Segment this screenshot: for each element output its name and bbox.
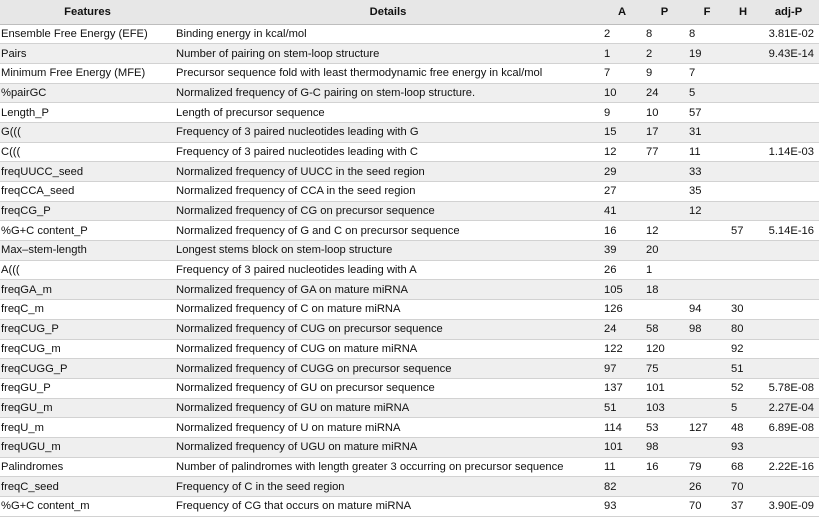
details-cell: Normalized frequency of G and C on precursor sequence (175, 221, 601, 241)
adj-p-cell: 2.22E-16 (758, 457, 819, 477)
p-value-cell: 77 (643, 142, 686, 162)
table-row (0, 201, 819, 221)
details-cell: Normalized frequency of C on mature miRNA (175, 300, 601, 320)
adj-p-cell (758, 182, 819, 202)
p-value-cell: 120 (643, 339, 686, 359)
adj-p-cell (758, 339, 819, 359)
details-cell: Binding energy in kcal/mol (175, 24, 601, 44)
table-row (0, 241, 819, 261)
p-value-cell (643, 201, 686, 221)
f-value-cell: 8 (686, 24, 728, 44)
table-row (0, 398, 819, 418)
adj-p-cell (758, 319, 819, 339)
p-value-cell: 103 (643, 398, 686, 418)
table-row (0, 457, 819, 477)
details-cell: Frequency of CG that occurs on mature miRNA (175, 497, 601, 517)
f-value-cell: 12 (686, 201, 728, 221)
feature-cell: freqCG_P (0, 201, 175, 221)
table-row (0, 182, 819, 202)
h-value-cell: 51 (728, 359, 758, 379)
table-row (0, 359, 819, 379)
f-value-cell: 79 (686, 457, 728, 477)
details-cell: Frequency of 3 paired nucleotides leading with C (175, 142, 601, 162)
adj-p-cell (758, 83, 819, 103)
details-cell: Normalized frequency of CG on precursor sequence (175, 201, 601, 221)
adj-p-cell (758, 103, 819, 123)
h-value-cell (728, 24, 758, 44)
feature-cell: freqCCA_seed (0, 182, 175, 202)
details-cell: Normalized frequency of CUGG on precursor sequence (175, 359, 601, 379)
table-row (0, 437, 819, 457)
h-value-cell (728, 103, 758, 123)
a-value-cell: 27 (601, 182, 643, 202)
table-row (0, 24, 819, 44)
table-row (0, 260, 819, 280)
a-value-cell: 105 (601, 280, 643, 300)
a-value-cell: 12 (601, 142, 643, 162)
p-value-cell: 98 (643, 437, 686, 457)
p-value-cell (643, 162, 686, 182)
adj-p-cell (758, 300, 819, 320)
details-cell: Normalized frequency of G-C pairing on stem-loop structure. (175, 83, 601, 103)
a-value-cell: 137 (601, 378, 643, 398)
header-a: A (601, 0, 643, 24)
p-value-cell (643, 477, 686, 497)
details-cell: Longest stems block on stem-loop structure (175, 241, 601, 261)
f-value-cell: 35 (686, 182, 728, 202)
f-value-cell: 57 (686, 103, 728, 123)
details-cell: Number of palindromes with length greater 3 occurring on precursor sequence (175, 457, 601, 477)
p-value-cell: 101 (643, 378, 686, 398)
h-value-cell (728, 122, 758, 142)
a-value-cell: 10 (601, 83, 643, 103)
details-cell: Normalized frequency of CCA in the seed region (175, 182, 601, 202)
a-value-cell: 51 (601, 398, 643, 418)
f-value-cell (686, 359, 728, 379)
table-header-row (0, 0, 819, 24)
p-value-cell: 24 (643, 83, 686, 103)
p-value-cell: 8 (643, 24, 686, 44)
adj-p-cell (758, 359, 819, 379)
table-row (0, 280, 819, 300)
feature-cell: freqCUG_m (0, 339, 175, 359)
p-value-cell: 75 (643, 359, 686, 379)
feature-cell: C((( (0, 142, 175, 162)
feature-cell: freqU_m (0, 418, 175, 438)
feature-cell: freqCUGG_P (0, 359, 175, 379)
adj-p-cell: 9.43E-14 (758, 44, 819, 64)
table-row (0, 63, 819, 83)
a-value-cell: 11 (601, 457, 643, 477)
f-value-cell: 11 (686, 142, 728, 162)
table-row (0, 497, 819, 517)
f-value-cell: 7 (686, 63, 728, 83)
h-value-cell: 37 (728, 497, 758, 517)
adj-p-cell (758, 162, 819, 182)
details-cell: Normalized frequency of UUCC in the seed region (175, 162, 601, 182)
feature-cell: Ensemble Free Energy (EFE) (0, 24, 175, 44)
a-value-cell: 122 (601, 339, 643, 359)
header-f: F (686, 0, 728, 24)
feature-cell: Max–stem-length (0, 241, 175, 261)
h-value-cell (728, 162, 758, 182)
a-value-cell: 39 (601, 241, 643, 261)
feature-cell: Palindromes (0, 457, 175, 477)
a-value-cell: 29 (601, 162, 643, 182)
feature-cell: Length_P (0, 103, 175, 123)
details-cell: Normalized frequency of GA on mature miRNA (175, 280, 601, 300)
table-row (0, 44, 819, 64)
h-value-cell: 57 (728, 221, 758, 241)
f-value-cell: 5 (686, 83, 728, 103)
adj-p-cell (758, 260, 819, 280)
p-value-cell: 2 (643, 44, 686, 64)
h-value-cell (728, 260, 758, 280)
feature-cell: freqUUCC_seed (0, 162, 175, 182)
adj-p-cell: 2.27E-04 (758, 398, 819, 418)
p-value-cell (643, 182, 686, 202)
feature-cell: freqCUG_P (0, 319, 175, 339)
table-body (0, 24, 819, 516)
p-value-cell: 16 (643, 457, 686, 477)
a-value-cell: 82 (601, 477, 643, 497)
h-value-cell: 70 (728, 477, 758, 497)
f-value-cell (686, 280, 728, 300)
p-value-cell (643, 497, 686, 517)
table-row (0, 477, 819, 497)
f-value-cell (686, 398, 728, 418)
table-row (0, 83, 819, 103)
details-cell: Length of precursor sequence (175, 103, 601, 123)
h-value-cell: 48 (728, 418, 758, 438)
f-value-cell: 70 (686, 497, 728, 517)
feature-cell: freqGU_m (0, 398, 175, 418)
f-value-cell (686, 221, 728, 241)
table-row (0, 221, 819, 241)
details-cell: Normalized frequency of GU on precursor sequence (175, 378, 601, 398)
a-value-cell: 1 (601, 44, 643, 64)
feature-cell: Pairs (0, 44, 175, 64)
h-value-cell (728, 201, 758, 221)
f-value-cell: 94 (686, 300, 728, 320)
a-value-cell: 2 (601, 24, 643, 44)
h-value-cell: 68 (728, 457, 758, 477)
table-row (0, 418, 819, 438)
feature-cell: freqGU_P (0, 378, 175, 398)
p-value-cell: 20 (643, 241, 686, 261)
feature-cell: %G+C content_P (0, 221, 175, 241)
h-value-cell (728, 83, 758, 103)
feature-cell: freqC_seed (0, 477, 175, 497)
table-row (0, 122, 819, 142)
h-value-cell: 93 (728, 437, 758, 457)
details-cell: Precursor sequence fold with least thermodynamic free energy in kcal/mol (175, 63, 601, 83)
f-value-cell (686, 241, 728, 261)
details-cell: Normalized frequency of UGU on mature miRNA (175, 437, 601, 457)
p-value-cell: 9 (643, 63, 686, 83)
a-value-cell: 126 (601, 300, 643, 320)
table-row (0, 103, 819, 123)
f-value-cell: 19 (686, 44, 728, 64)
table-row (0, 162, 819, 182)
f-value-cell (686, 437, 728, 457)
header-features: Features (0, 0, 175, 24)
h-value-cell: 30 (728, 300, 758, 320)
a-value-cell: 93 (601, 497, 643, 517)
h-value-cell (728, 280, 758, 300)
details-cell: Frequency of 3 paired nucleotides leading with A (175, 260, 601, 280)
adj-p-cell: 1.14E-03 (758, 142, 819, 162)
f-value-cell (686, 339, 728, 359)
h-value-cell (728, 63, 758, 83)
details-cell: Number of pairing on stem-loop structure (175, 44, 601, 64)
adj-p-cell (758, 201, 819, 221)
a-value-cell: 114 (601, 418, 643, 438)
adj-p-cell: 3.90E-09 (758, 497, 819, 517)
h-value-cell (728, 44, 758, 64)
adj-p-cell (758, 477, 819, 497)
details-cell: Normalized frequency of GU on mature miRNA (175, 398, 601, 418)
adj-p-cell (758, 437, 819, 457)
feature-cell: Minimum Free Energy (MFE) (0, 63, 175, 83)
f-value-cell: 31 (686, 122, 728, 142)
p-value-cell: 53 (643, 418, 686, 438)
details-cell: Normalized frequency of CUG on precursor sequence (175, 319, 601, 339)
adj-p-cell: 3.81E-02 (758, 24, 819, 44)
table-row (0, 378, 819, 398)
f-value-cell: 127 (686, 418, 728, 438)
f-value-cell (686, 260, 728, 280)
f-value-cell (686, 378, 728, 398)
details-cell: Normalized frequency of CUG on mature miRNA (175, 339, 601, 359)
feature-cell: %G+C content_m (0, 497, 175, 517)
h-value-cell (728, 182, 758, 202)
p-value-cell: 10 (643, 103, 686, 123)
a-value-cell: 15 (601, 122, 643, 142)
h-value-cell: 52 (728, 378, 758, 398)
feature-cell: A((( (0, 260, 175, 280)
h-value-cell: 80 (728, 319, 758, 339)
f-value-cell: 33 (686, 162, 728, 182)
f-value-cell: 98 (686, 319, 728, 339)
h-value-cell (728, 241, 758, 261)
h-value-cell: 92 (728, 339, 758, 359)
h-value-cell: 5 (728, 398, 758, 418)
header-details: Details (175, 0, 601, 24)
p-value-cell (643, 300, 686, 320)
feature-cell: freqC_m (0, 300, 175, 320)
a-value-cell: 24 (601, 319, 643, 339)
feature-cell: %pairGC (0, 83, 175, 103)
a-value-cell: 16 (601, 221, 643, 241)
header-p: P (643, 0, 686, 24)
p-value-cell: 12 (643, 221, 686, 241)
p-value-cell: 17 (643, 122, 686, 142)
f-value-cell: 26 (686, 477, 728, 497)
a-value-cell: 97 (601, 359, 643, 379)
p-value-cell: 58 (643, 319, 686, 339)
a-value-cell: 41 (601, 201, 643, 221)
table-row (0, 142, 819, 162)
adj-p-cell: 5.14E-16 (758, 221, 819, 241)
table-row (0, 319, 819, 339)
header-adj-p: adj-P (758, 0, 819, 24)
adj-p-cell (758, 280, 819, 300)
a-value-cell: 9 (601, 103, 643, 123)
feature-cell: G((( (0, 122, 175, 142)
adj-p-cell: 6.89E-08 (758, 418, 819, 438)
p-value-cell: 1 (643, 260, 686, 280)
feature-cell: freqGA_m (0, 280, 175, 300)
details-cell: Frequency of 3 paired nucleotides leading with G (175, 122, 601, 142)
a-value-cell: 26 (601, 260, 643, 280)
table-row (0, 339, 819, 359)
adj-p-cell (758, 241, 819, 261)
details-cell: Frequency of C in the seed region (175, 477, 601, 497)
p-value-cell: 18 (643, 280, 686, 300)
adj-p-cell (758, 63, 819, 83)
h-value-cell (728, 142, 758, 162)
adj-p-cell: 5.78E-08 (758, 378, 819, 398)
header-h: H (728, 0, 758, 24)
adj-p-cell (758, 122, 819, 142)
feature-cell: freqUGU_m (0, 437, 175, 457)
a-value-cell: 101 (601, 437, 643, 457)
a-value-cell: 7 (601, 63, 643, 83)
table-row (0, 300, 819, 320)
details-cell: Normalized frequency of U on mature miRNA (175, 418, 601, 438)
